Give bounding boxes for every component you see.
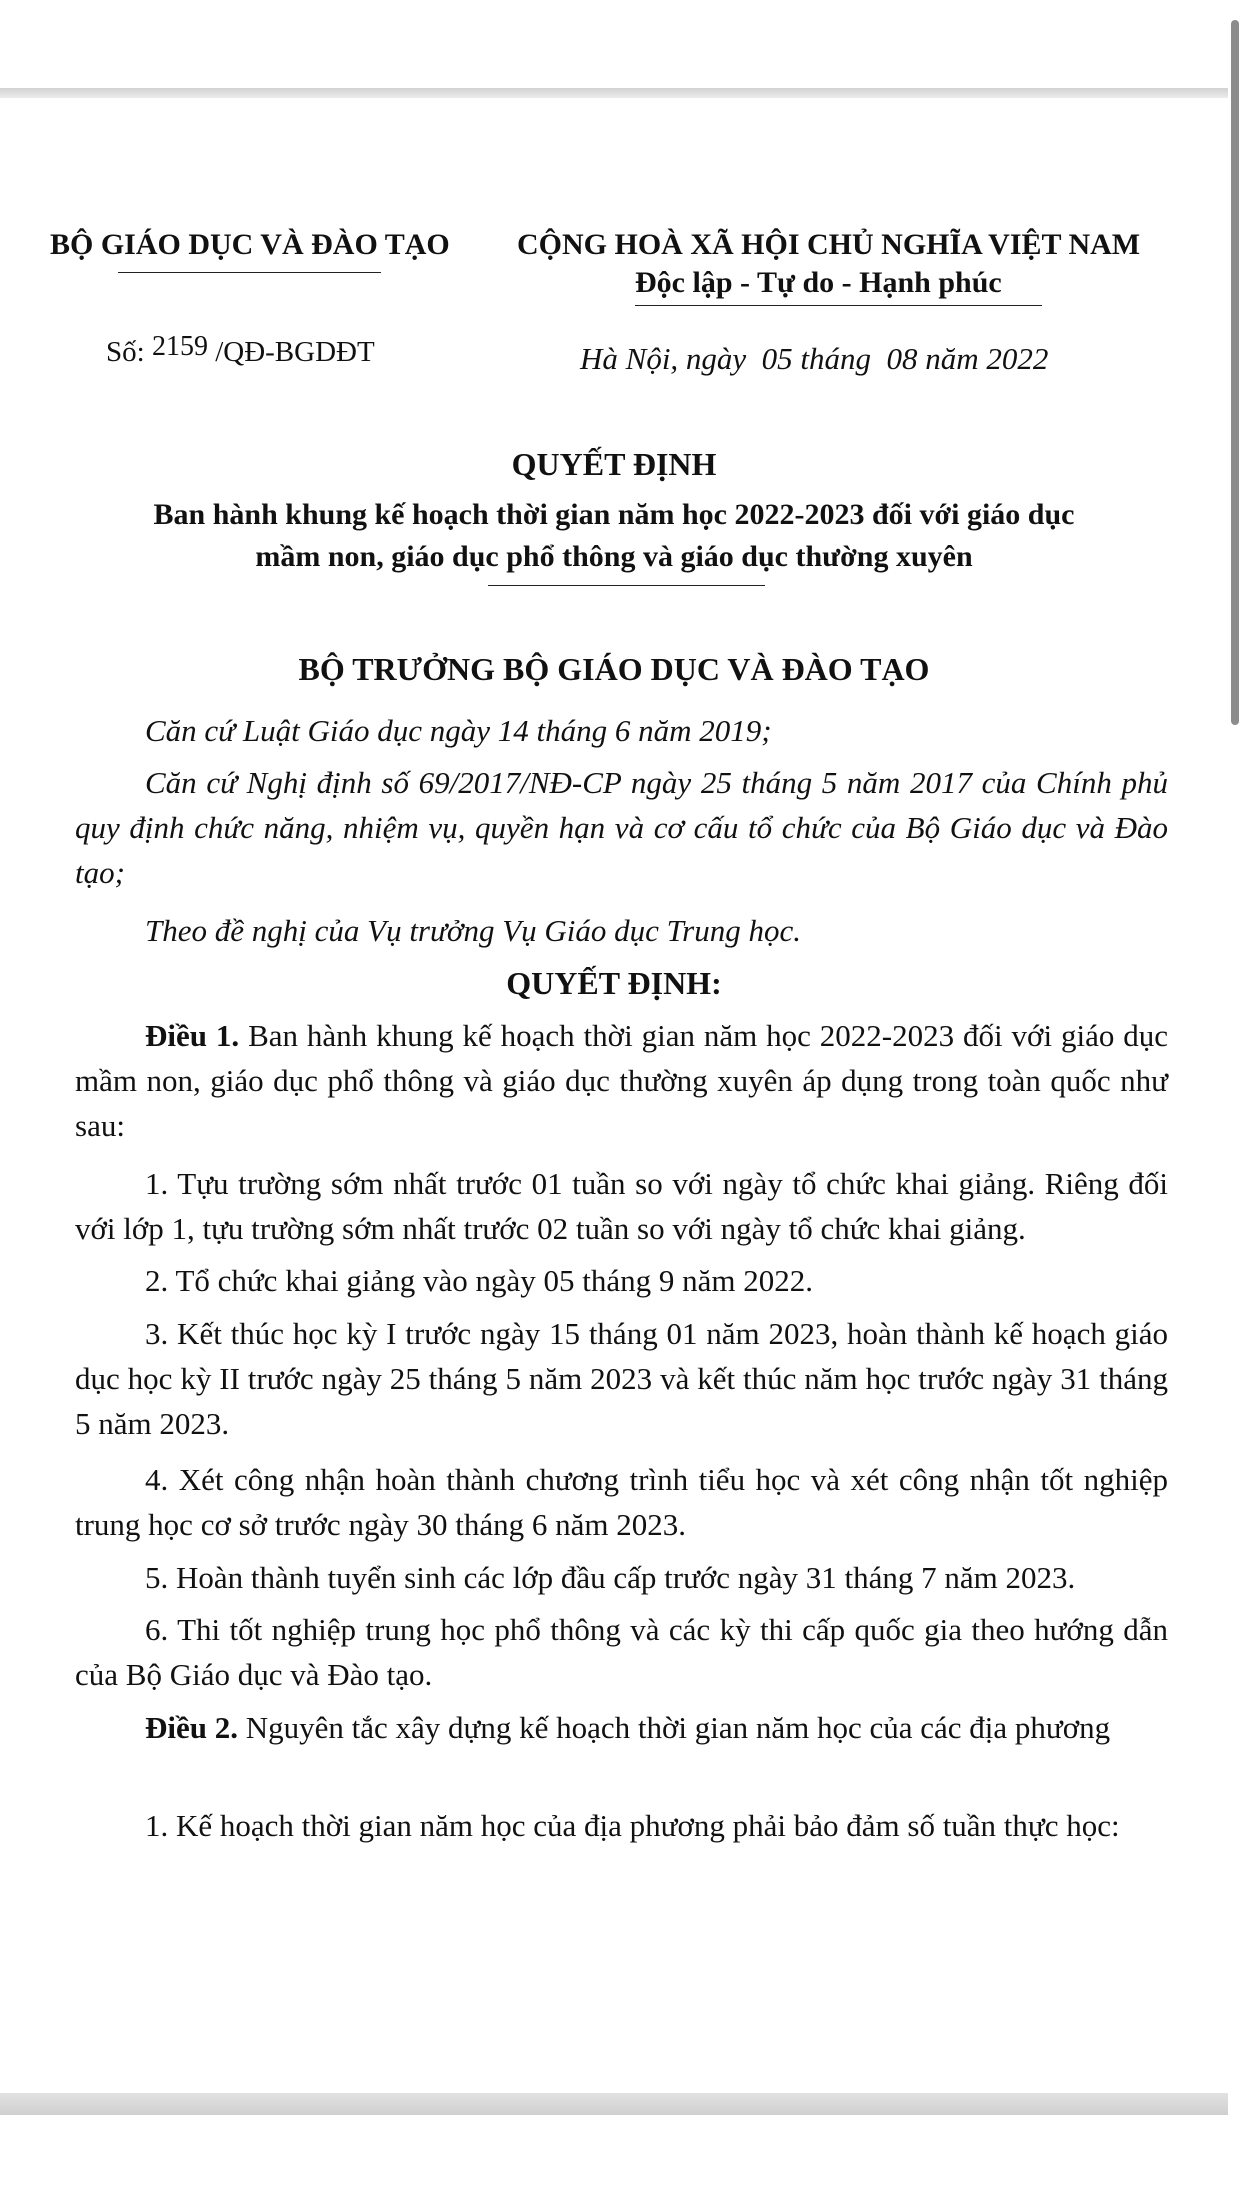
article-1-item-3: 3. Kết thúc học kỳ I trước ngày 15 tháng 01 năm 2023, hoàn thành kế hoạch giáo dục học kỳ II trước ngày 25 tháng 5 năm 2023 và kết thúc năm học trước ngày 31 tháng 5 năm 2023. [75, 1316, 1168, 1441]
number-value: 2159 [151, 331, 208, 362]
viewer-bottom-area [0, 2115, 1242, 2208]
issuing-authority: BỘ TRƯỞNG BỘ GIÁO DỤC VÀ ĐÀO TẠO [298, 651, 930, 687]
page-top-edge [0, 88, 1242, 98]
article-2: Điều 2. Nguyên tắc xây dựng kế hoạch thời gian năm học của các địa phương [145, 1710, 1111, 1745]
article-1-item-1: 1. Tựu trường sớm nhất trước 01 tuần so với ngày tổ chức khai giảng. Riêng đối với lớp 1, tựu trường sớm nhất trước 02 tuần so với ngày tổ chức khai giảng. [75, 1166, 1168, 1246]
decision-title: QUYẾT ĐỊNH [511, 446, 717, 482]
place-date: Hà Nội, ngày 05 tháng 08 năm 2022 [580, 341, 1049, 376]
article-2-label: Điều 2. [145, 1710, 238, 1745]
decision-subtitle-line1: Ban hành khung kế hoạch thời gian năm học 2022-2023 đối với giáo dục [153, 498, 1075, 531]
preamble-decree: Căn cứ Nghị định số 69/2017/NĐ-CP ngày 25 tháng 5 năm 2017 của Chính phủ quy định chức năng, nhiệm vụ, quyền hạn và cơ cấu tổ chức của Bộ Giáo dục và Đào tạo; [75, 765, 1168, 890]
document-page [0, 98, 1228, 2093]
article-1-item-2: 2. Tổ chức khai giảng vào ngày 05 tháng 9 năm 2022. [145, 1263, 813, 1298]
article-1-item-5: 5. Hoàn thành tuyển sinh các lớp đầu cấp trước ngày 31 tháng 7 năm 2023. [145, 1560, 1076, 1595]
preamble-law: Căn cứ Luật Giáo dục ngày 14 tháng 6 năm 2019; [145, 713, 772, 748]
article-2-item-1: 1. Kế hoạch thời gian năm học của địa phương phải bảo đảm số tuần thực học: [145, 1808, 1120, 1843]
motto-underline [635, 305, 1042, 306]
article-1-item-4: 4. Xét công nhận hoàn thành chương trình tiểu học và xét công nhận tốt nghiệp trung học cơ sở trước ngày 30 tháng 6 năm 2023. [75, 1462, 1168, 1542]
article-1-label: Điều 1. [145, 1018, 240, 1053]
document-number [106, 331, 375, 369]
page-bottom-edge [0, 2093, 1242, 2115]
ministry-name: BỘ GIÁO DỤC VÀ ĐÀO TẠO [50, 228, 450, 261]
preamble-proposal: Theo đề nghị của Vụ trưởng Vụ Giáo dục Trung học. [145, 913, 801, 948]
article-1: Điều 1. Ban hành khung kế hoạch thời gian năm học 2022-2023 đối với giáo dục mầm non, giáo dục phổ thông và giáo dục thường xuyên áp dụng trong toàn quốc như sau: [75, 1018, 1168, 1143]
country-name: CỘNG HOÀ XÃ HỘI CHỦ NGHĨA VIỆT NAM [517, 228, 1141, 261]
ministry-underline [118, 272, 381, 273]
vertical-scrollbar[interactable] [1228, 0, 1242, 2208]
number-suffix: /QĐ-BGDĐT [215, 336, 375, 368]
scrollbar-thumb[interactable] [1231, 20, 1239, 725]
decision-heading: QUYẾT ĐỊNH: [506, 965, 722, 1001]
subtitle-underline [488, 585, 765, 586]
article-1-item-6: 6. Thi tốt nghiệp trung học phổ thông và các kỳ thi cấp quốc gia theo hướng dẫn của Bộ Giáo dục và Đào tạo. [75, 1612, 1168, 1692]
decision-subtitle-line2: mầm non, giáo dục phổ thông và giáo dục thường xuyên [255, 540, 973, 573]
number-label: Số: [106, 336, 145, 368]
viewer-top-bar [0, 0, 1242, 88]
national-motto: Độc lập - Tự do - Hạnh phúc [635, 266, 1002, 299]
